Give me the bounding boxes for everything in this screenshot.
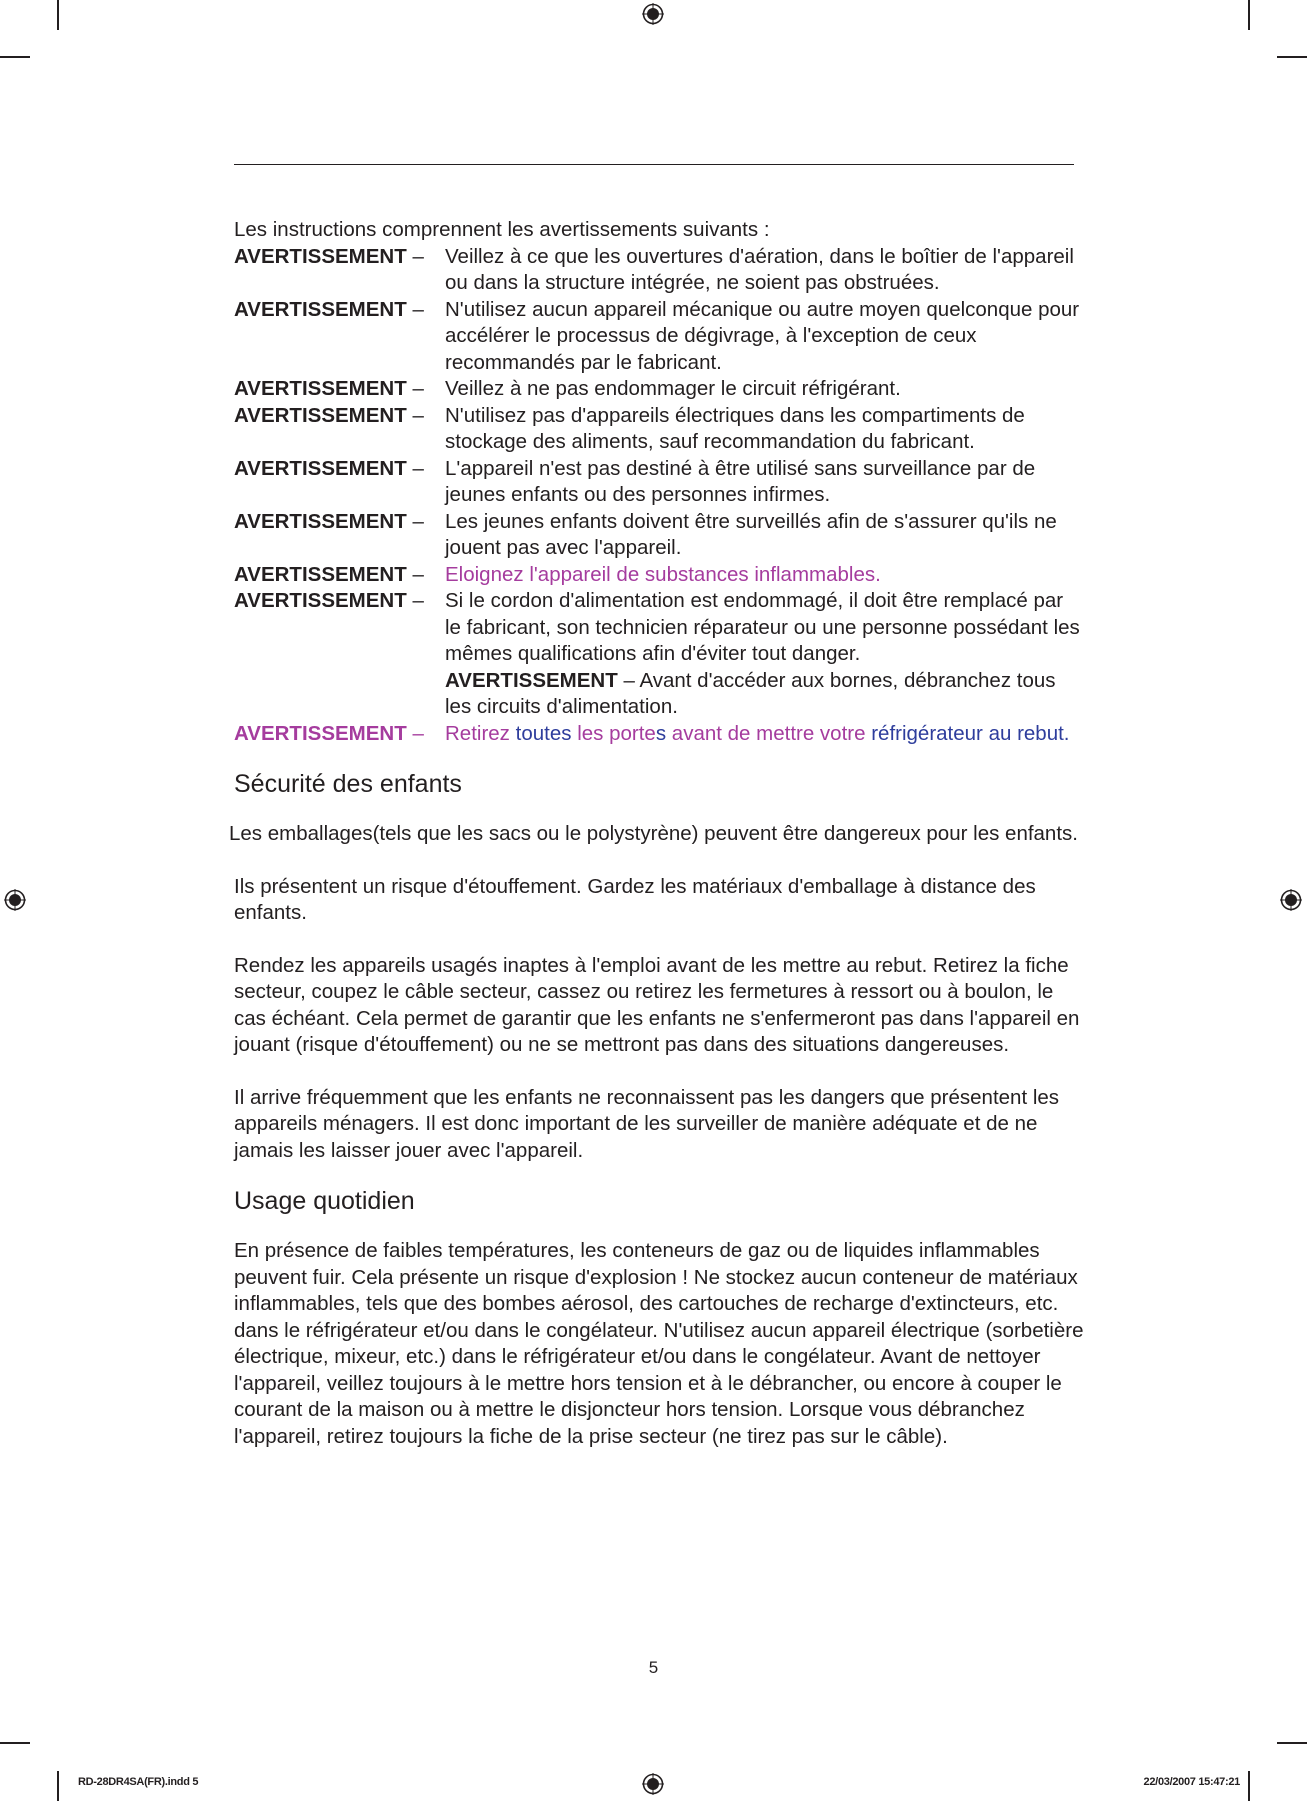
warning-item xyxy=(234,509,1084,562)
warning-label: AVERTISSEMENT – xyxy=(234,244,424,268)
crop-mark-bottom-right-horizontal xyxy=(1277,1742,1307,1744)
warning-text: N'utilisez pas d'appareils électriques dans les compartiments de stockage des aliments, sauf recommandation du fabricant. xyxy=(445,403,1025,453)
warning-item xyxy=(234,403,1084,456)
warning-subtext: AVERTISSEMENT – Avant d'accéder aux bornes, débranchez tous les circuits d'alimentation. xyxy=(445,668,1056,718)
page-number: 5 xyxy=(648,1658,659,1677)
warning-label: AVERTISSEMENT – xyxy=(234,297,424,321)
slug-file-name: RD-28DR4SA(FR).indd 5 xyxy=(78,1776,199,1788)
warning-text: L'appareil n'est pas destiné à être utilisé sans surveillance par de jeunes enfants ou des personnes infirmes. xyxy=(445,456,1036,506)
registration-mark-icon xyxy=(642,1773,664,1795)
paragraph: Ils présentent un risque d'étouffement. Gardez les matériaux d'emballage à distance des enfants. xyxy=(234,874,1036,924)
warning-item xyxy=(234,588,1084,721)
crop-mark-top-right-vertical xyxy=(1248,0,1250,30)
warning-label: AVERTISSEMENT – xyxy=(234,589,424,612)
warning-text: Retirez toutes les portes avant de mettre votre réfrigérateur au rebut. xyxy=(445,721,1070,745)
warning-text: N'utilisez aucun appareil mécanique ou autre moyen quelconque pour accélérer le processus de dégivrage, à l'exception de ceux recommandés par le fabricant. xyxy=(445,297,1080,374)
warning-text xyxy=(445,588,1084,721)
intro-text: Les instructions comprennent les avertissements suivants : xyxy=(234,218,770,241)
warning-item xyxy=(234,562,1084,589)
warning-item xyxy=(234,297,1084,377)
section-heading: Usage quotidien xyxy=(234,1187,415,1215)
warning-text: Veillez à ne pas endommager le circuit réfrigérant. xyxy=(445,377,901,400)
page-content xyxy=(229,217,1084,1450)
warning-text: Veillez à ce que les ouvertures d'aération, dans le boîtier de l'appareil ou dans la structure intégrée, ne soient pas obstruées. xyxy=(445,244,1074,294)
warning-text: Eloignez l'appareil de substances inflammables. xyxy=(445,562,881,586)
header-rule xyxy=(234,164,1074,165)
slug-timestamp: 22/03/2007 15:47:21 xyxy=(1143,1776,1240,1788)
warning-label: AVERTISSEMENT – xyxy=(234,721,424,745)
warning-label: AVERTISSEMENT – xyxy=(234,403,424,427)
registration-mark-icon xyxy=(642,3,664,25)
warning-label: AVERTISSEMENT – xyxy=(234,377,424,400)
warning-text: Les jeunes enfants doivent être surveillés afin de s'assurer qu'ils ne jouent pas avec l'appareil. xyxy=(445,509,1057,559)
crop-mark-top-left-vertical xyxy=(57,0,59,30)
warning-label: AVERTISSEMENT – xyxy=(234,562,424,586)
warning-label: AVERTISSEMENT – xyxy=(234,456,424,480)
crop-mark-bottom-left-horizontal xyxy=(0,1742,30,1744)
crop-mark-bottom-left-vertical xyxy=(57,1771,59,1801)
paragraph: Les emballages(tels que les sacs ou le polystyrène) peuvent être dangereux pour les enfants. xyxy=(229,822,1078,845)
warning-item xyxy=(234,244,1084,297)
section-heading: Sécurité des enfants xyxy=(234,770,462,798)
registration-mark-icon xyxy=(1280,889,1302,911)
registration-mark-icon xyxy=(4,889,26,911)
paragraph: En présence de faibles températures, les conteneurs de gaz ou de liquides inflammables peuvent fuir. Cela présente un risque d'explosion ! Ne stockez aucun conteneur de matériaux inflammables, tels que des bombes aérosol, des cartouches de recharge d'extincteurs, etc. dans le réfrigérateur et/ou dans le congélateur. N'utilisez aucun appareil électrique (sorbetière électrique, mixeur, etc.) dans le réfrigérateur et/ou dans le congélateur. Avant de nettoyer l'appareil, veillez toujours à le mettre hors tension et à le débrancher, ou encore à couper le courant de la maison ou à mettre le disjoncteur hors tension. Lorsque vous débranchez l'appareil, retirez toujours la fiche de la prise secteur (ne tirez pas sur le câble). xyxy=(234,1239,1084,1448)
crop-mark-bottom-right-vertical xyxy=(1248,1771,1250,1801)
paragraph: Rendez les appareils usagés inaptes à l'emploi avant de les mettre au rebut. Retirez la fiche secteur, coupez le câble secteur, cassez ou retirez les fermetures à ressort ou à boulon, le cas échéant. Cela permet de garantir que les enfants ne s'enfermeront pas dans l'appareil en jouant (risque d'étouffement) ou ne se mettront pas dans des situations dangereuses. xyxy=(234,953,1080,1056)
warning-item xyxy=(234,456,1084,509)
crop-mark-top-left-horizontal xyxy=(0,56,30,58)
warning-label: AVERTISSEMENT – xyxy=(234,509,424,533)
warning-item xyxy=(234,376,1084,403)
warning-item xyxy=(234,721,1084,748)
warning-text-main: Si le cordon d'alimentation est endommagé, il doit être remplacé par le fabricant, son technicien réparateur ou une personne possédant les mêmes qualifications afin d'éviter tout danger. xyxy=(445,589,1080,665)
paragraph: Il arrive fréquemment que les enfants ne reconnaissent pas les dangers que présentent les appareils ménagers. Il est donc important de les surveiller de manière adéquate et de ne jamais les laisser jouer avec l'appareil. xyxy=(234,1085,1060,1162)
crop-mark-top-right-horizontal xyxy=(1277,56,1307,58)
